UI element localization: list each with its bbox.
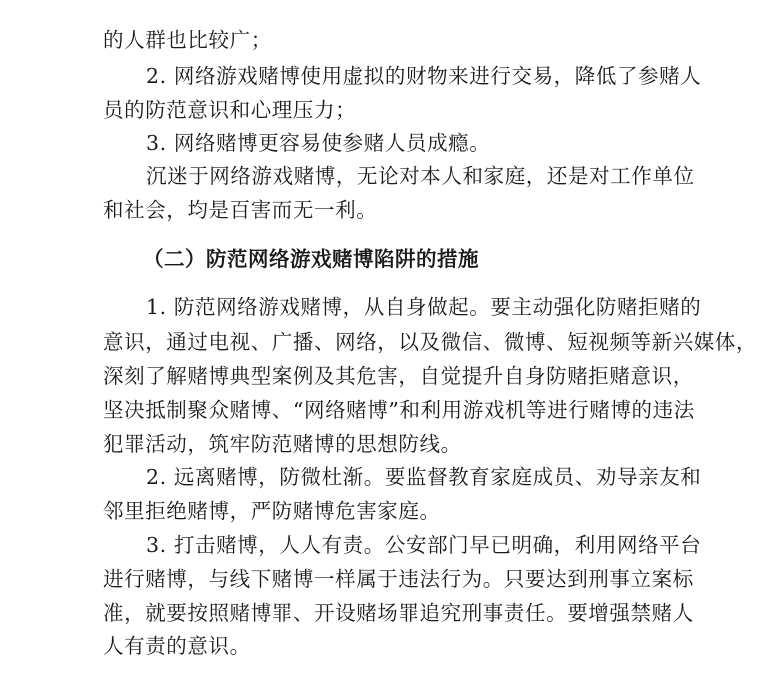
text-line: 的人群也比较广；: [103, 28, 272, 52]
text-line: 沉迷于网络游戏赌博，无论对本人和家庭，还是对工作单位: [146, 164, 695, 188]
text-line: 3. 网络赌博更容易使参赌人员成瘾。: [146, 131, 491, 155]
text-line: 深刻了解赌博典型案例及其危害，自觉提升自身防赌拒赌意识，: [103, 364, 694, 388]
text-line: 2. 远离赌博，防微杜渐。要监督教育家庭成员、劝导亲友和: [146, 465, 702, 489]
text-line: 邻里拒绝赌博，严防赌博危害家庭。: [103, 499, 441, 523]
text-line: 准，就要按照赌博罪、开设赌场罪追究刑事责任。要增强禁赌人: [103, 601, 694, 625]
text-line: 2. 网络游戏赌博使用虚拟的财物来进行交易，降低了参赌人: [146, 64, 702, 88]
text-line: 进行赌博，与线下赌博一样属于违法行为。只要达到刑事立案标: [103, 567, 694, 591]
text-line: 1. 防范网络游戏赌博，从自身做起。要主动强化防赌拒赌的: [146, 295, 702, 319]
text-line: 人有责的意识。: [103, 634, 251, 658]
text-line: 3. 打击赌博，人人有责。公安部门早已明确，利用网络平台: [146, 533, 702, 557]
text-line: 犯罪活动，筑牢防范赌博的思想防线。: [103, 432, 462, 456]
text-line: 坚决抵制聚众赌博、“网络赌博”和利用游戏机等进行赌博的违法: [103, 398, 695, 422]
text-line: 意识，通过电视、广播、网络，以及微信、微博、短视频等新兴媒体，: [103, 330, 758, 354]
text-line: 员的防范意识和心理压力；: [103, 98, 357, 122]
section-heading: （二）防范网络游戏赌博陷阱的措施: [143, 247, 479, 271]
text-line: 和社会，均是百害而无一利。: [103, 198, 378, 222]
